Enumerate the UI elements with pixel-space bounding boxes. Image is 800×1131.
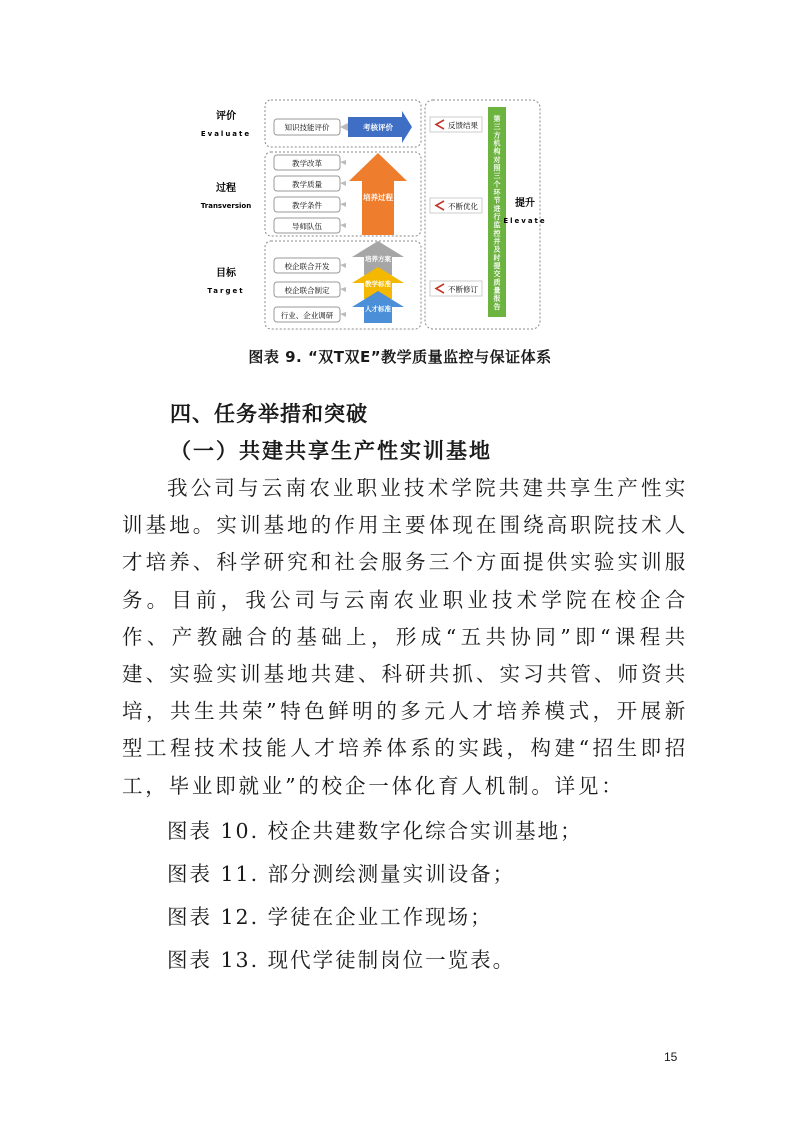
svg-text:校企联合制定: 校企联合制定 xyxy=(284,286,330,295)
figure-reference: 图表 11. 部分测绘测量实训设备； xyxy=(167,862,516,886)
item-box xyxy=(274,307,340,322)
chevron-right-icon xyxy=(340,123,348,131)
row-label-target xyxy=(207,266,244,295)
svg-text:反馈结果: 反馈结果 xyxy=(448,121,478,130)
subsection-heading: （一）共建共享生产性实训基地 xyxy=(170,439,492,463)
continuous-revise xyxy=(430,281,482,296)
figure-reference: 图表 13. 现代学徒制岗位一览表。 xyxy=(167,948,516,972)
figure-caption: 图表 9. “双T双E”教学质量监控与保证体系 xyxy=(248,348,552,366)
page-number: 15 xyxy=(664,1050,678,1064)
svg-text:教学条件: 教学条件 xyxy=(292,201,322,210)
section-heading: 四、任务举措和突破 xyxy=(170,402,368,426)
figure-reference-list xyxy=(167,810,583,982)
svg-text:教学质量: 教学质量 xyxy=(292,180,322,189)
item-box xyxy=(274,282,340,297)
label-en: Evaluate xyxy=(200,130,252,138)
item-box xyxy=(274,155,340,170)
chevron-right-icon xyxy=(340,160,346,165)
row-label-transversion xyxy=(201,181,251,210)
item-box xyxy=(274,119,340,135)
svg-text:不断修订: 不断修订 xyxy=(448,285,478,294)
chevron-right-icon xyxy=(340,223,346,228)
svg-text:教学改革: 教学改革 xyxy=(292,159,322,168)
chevron-right-icon xyxy=(340,312,346,317)
arrow-label: 教学标准 xyxy=(365,280,391,288)
label-en: Transversion xyxy=(200,202,252,210)
svg-text:行业、企业调研: 行业、企业调研 xyxy=(280,311,334,320)
label-cn: 过程 xyxy=(216,183,236,194)
arrow-label: 考核评价 xyxy=(363,123,393,132)
elevate-cn: 提升 xyxy=(515,198,535,209)
item-box xyxy=(274,218,340,233)
arrow-label: 培养过程 xyxy=(363,193,393,202)
svg-text:校企联合开发: 校企联合开发 xyxy=(284,262,330,271)
item-box xyxy=(274,258,340,273)
body-paragraph: 我公司与云南农业职业技术学院共建共享生产性实训基地。实训基地的作用主要体现在围绕高职院技术人才培养、科学研究和社会服务三个方面提供实验实训服务。目前，我公司与云南农业职业技术学院在校企合作、产教融合的基础上，形成“五共协同”即“课程共建、实验实训基地共建、科研共抓、实习共管、师资共培，共生共荣”特色鲜明的多元人才培养模式，开展新型工程技术技能人才培养体系的实践，构建“招生即招工，毕业即就业”的校企一体化育人机制。详见： xyxy=(122,476,688,798)
label-cn: 目标 xyxy=(216,268,236,279)
chevron-right-icon xyxy=(340,287,346,292)
figure-reference: 图表 10. 校企共建数字化综合实训基地； xyxy=(167,819,583,843)
chevron-right-icon xyxy=(340,263,346,268)
svg-text:不断优化: 不断优化 xyxy=(448,202,478,211)
quality-monitoring-diagram xyxy=(200,95,547,335)
chevron-right-icon xyxy=(340,202,346,207)
continuous-optimize xyxy=(430,198,482,213)
row-label-evaluate xyxy=(201,109,251,138)
label-cn: 评价 xyxy=(216,111,236,122)
third-party-monitor-text: 第三方机构对照三个环节进行监控并及时提交质量报告 xyxy=(493,115,501,311)
label-en: Target xyxy=(207,287,245,295)
item-box xyxy=(274,197,340,212)
elevate-en: Elevate xyxy=(503,217,547,225)
chevron-right-icon xyxy=(340,181,346,186)
arrow-label: 人才标准 xyxy=(365,305,391,313)
item-box xyxy=(274,176,340,191)
arrow-label: 培养方案 xyxy=(365,255,391,263)
svg-text:知识技能评价: 知识技能评价 xyxy=(284,123,330,132)
figure-reference: 图表 12. 学徒在企业工作现场； xyxy=(167,905,493,929)
svg-text:导师队伍: 导师队伍 xyxy=(292,222,322,231)
feedback-result xyxy=(430,117,482,132)
